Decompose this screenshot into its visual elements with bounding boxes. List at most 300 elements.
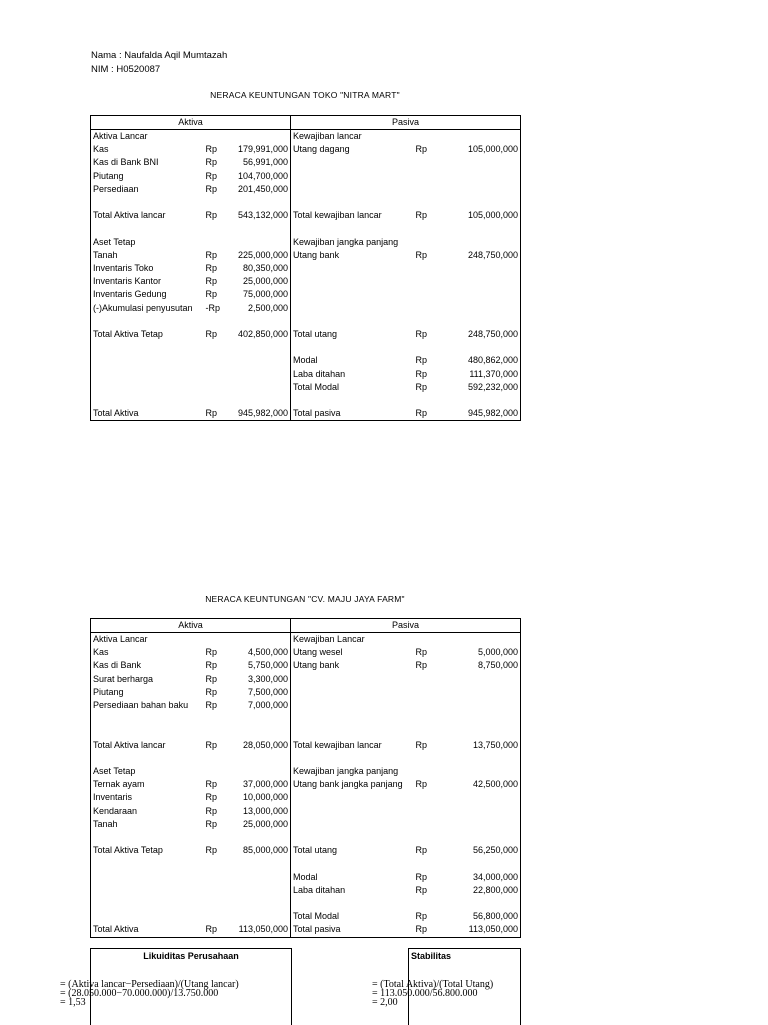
pasiva-amount: 56,250,000	[446, 844, 521, 857]
aktiva-row-label	[91, 368, 196, 381]
pasiva-header: Pasiva	[291, 116, 521, 130]
table-row	[91, 633, 521, 647]
table-row	[91, 791, 521, 804]
aktiva-currency: Rp	[205, 673, 218, 684]
pasiva-amount	[446, 288, 521, 301]
aktiva-amount	[226, 222, 291, 235]
aktiva-amount	[226, 831, 291, 844]
table-row	[91, 249, 521, 262]
pasiva-currency	[406, 673, 446, 686]
aktiva-currency	[196, 341, 226, 354]
aktiva-currency: Rp	[205, 249, 218, 260]
student-name: Nama : Naufalda Aqil Mumtazah	[91, 50, 228, 61]
aktiva-amount: 25,000,000	[226, 818, 291, 831]
student-nim: NIM : H0520087	[91, 64, 161, 75]
pasiva-row-label: Utang dagang	[291, 143, 406, 156]
table-row	[91, 739, 521, 752]
table-row	[91, 659, 521, 672]
pasiva-currency	[406, 302, 446, 315]
aktiva-amount	[226, 341, 291, 354]
pasiva-currency: Rp	[415, 381, 428, 392]
aktiva-amount	[226, 633, 291, 647]
pasiva-amount: 113,050,000	[446, 923, 521, 937]
aktiva-amount	[226, 315, 291, 328]
aktiva-amount: 10,000,000	[226, 791, 291, 804]
pasiva-amount	[446, 712, 521, 725]
pasiva-amount	[446, 341, 521, 354]
pasiva-row-label	[291, 275, 406, 288]
aktiva-amount: 25,000,000	[226, 275, 291, 288]
likuiditas-title: Likuiditas Perusahaan	[143, 951, 239, 961]
aktiva-row-label: Total Aktiva lancar	[91, 209, 196, 222]
aktiva-amount	[226, 236, 291, 249]
pasiva-currency	[406, 712, 446, 725]
aktiva-row-label: Inventaris	[91, 791, 196, 804]
table-row	[91, 673, 521, 686]
pasiva-currency	[406, 183, 446, 196]
aktiva-amount	[226, 368, 291, 381]
aktiva-amount	[226, 196, 291, 209]
likuiditas-substitution: = (28.050.000−70.000.000)/13.750.000	[60, 988, 219, 999]
pasiva-row-label: Kewajiban jangka panjang	[291, 236, 406, 249]
pasiva-currency	[406, 633, 446, 647]
aktiva-amount: 2,500,000	[226, 302, 291, 315]
pasiva-currency: Rp	[415, 329, 428, 339]
aktiva-row-label: Persediaan bahan baku	[91, 699, 196, 712]
table-row	[91, 368, 521, 381]
pasiva-row-label	[291, 897, 406, 910]
table-row	[91, 910, 521, 923]
pasiva-currency: Rp	[415, 911, 428, 922]
aktiva-amount: 4,500,000	[226, 646, 291, 659]
aktiva-amount: 3,300,000	[226, 673, 291, 686]
pasiva-row-label	[291, 831, 406, 844]
aktiva-currency: Rp	[205, 779, 218, 790]
table-row	[91, 725, 521, 738]
pasiva-amount: 111,370,000	[446, 368, 521, 381]
pasiva-row-label	[291, 673, 406, 686]
pasiva-row-label: Total Modal	[291, 910, 406, 923]
aktiva-row-label: Piutang	[91, 170, 196, 183]
aktiva-row-label: Persediaan	[91, 183, 196, 196]
table-row	[91, 857, 521, 870]
pasiva-amount	[446, 818, 521, 831]
aktiva-amount	[226, 130, 291, 144]
pasiva-currency	[406, 818, 446, 831]
table-row	[91, 686, 521, 699]
aktiva-amount	[226, 712, 291, 725]
aktiva-currency: Rp	[205, 329, 218, 339]
table-row	[91, 884, 521, 897]
pasiva-amount	[446, 170, 521, 183]
aktiva-amount: 28,050,000	[226, 739, 291, 752]
pasiva-amount	[446, 699, 521, 712]
pasiva-amount: 105,000,000	[446, 143, 521, 156]
aktiva-amount: 7,500,000	[226, 686, 291, 699]
table-row	[91, 130, 521, 144]
aktiva-currency: Rp	[205, 792, 218, 803]
pasiva-currency: Rp	[415, 368, 428, 379]
aktiva-row-label: Aktiva Lancar	[91, 633, 196, 647]
pasiva-amount: 248,750,000	[446, 249, 521, 262]
aktiva-amount	[226, 871, 291, 884]
aktiva-row-label	[91, 222, 196, 235]
aktiva-row-label: Tanah	[91, 249, 196, 262]
aktiva-row-label	[91, 196, 196, 209]
pasiva-row-label	[291, 183, 406, 196]
pasiva-amount: 34,000,000	[446, 871, 521, 884]
pasiva-currency	[406, 791, 446, 804]
aktiva-currency	[196, 752, 226, 765]
pasiva-row-label	[291, 196, 406, 209]
pasiva-amount: 22,800,000	[446, 884, 521, 897]
balance-sheet-nitra-mart	[90, 115, 521, 421]
aktiva-currency: Rp	[205, 686, 218, 697]
aktiva-amount: 104,700,000	[226, 170, 291, 183]
pasiva-amount	[446, 805, 521, 818]
pasiva-amount	[446, 673, 521, 686]
table-row	[91, 752, 521, 765]
aktiva-amount: 7,000,000	[226, 699, 291, 712]
table-row	[91, 923, 521, 937]
aktiva-currency: Rp	[196, 407, 226, 421]
aktiva-currency: Rp	[205, 157, 218, 168]
pasiva-amount	[446, 302, 521, 315]
table-row	[91, 262, 521, 275]
pasiva-currency	[406, 288, 446, 301]
aktiva-currency	[196, 884, 226, 897]
pasiva-amount	[446, 791, 521, 804]
table-row	[91, 699, 521, 712]
aktiva-currency: Rp	[205, 263, 218, 273]
aktiva-currency	[196, 857, 226, 870]
aktiva-amount	[226, 381, 291, 394]
aktiva-amount: 56,991,000	[226, 156, 291, 169]
table-row	[91, 196, 521, 209]
aktiva-row-label	[91, 315, 196, 328]
pasiva-row-label	[291, 752, 406, 765]
pasiva-row-label: Laba ditahan	[291, 368, 406, 381]
pasiva-amount: 42,500,000	[446, 778, 521, 791]
table-row	[91, 712, 521, 725]
aktiva-currency	[196, 765, 226, 778]
aktiva-currency: Rp	[196, 923, 226, 937]
aktiva-amount: 543,132,000	[226, 209, 291, 222]
aktiva-row-label: Total Aktiva	[91, 407, 196, 421]
aktiva-amount: 945,982,000	[226, 407, 291, 421]
pasiva-currency	[406, 315, 446, 328]
pasiva-currency	[406, 170, 446, 183]
table-row	[91, 818, 521, 831]
pasiva-row-label	[291, 699, 406, 712]
aktiva-row-label: Kas	[91, 646, 196, 659]
aktiva-row-label: Kas	[91, 143, 196, 156]
aktiva-amount	[226, 910, 291, 923]
pasiva-amount: 8,750,000	[446, 659, 521, 672]
aktiva-row-label: Total Aktiva	[91, 923, 196, 937]
pasiva-row-label: Utang bank	[291, 659, 406, 672]
aktiva-currency: Rp	[205, 647, 218, 658]
table-row	[91, 236, 521, 249]
aktiva-row-label: Aktiva Lancar	[91, 130, 196, 144]
pasiva-currency: Rp	[415, 355, 428, 366]
sheet2-title: NERACA KEUNTUNGAN "CV. MAJU JAYA FARM"	[205, 594, 405, 604]
pasiva-currency	[406, 394, 446, 407]
aktiva-row-label	[91, 831, 196, 844]
pasiva-currency	[406, 236, 446, 249]
aktiva-currency	[196, 831, 226, 844]
pasiva-currency	[406, 686, 446, 699]
pasiva-currency: Rp	[415, 144, 428, 155]
pasiva-currency: Rp	[415, 884, 428, 895]
pasiva-amount: 105,000,000	[446, 209, 521, 222]
pasiva-currency	[406, 156, 446, 169]
pasiva-currency	[406, 222, 446, 235]
aktiva-row-label	[91, 725, 196, 738]
pasiva-row-label	[291, 341, 406, 354]
aktiva-row-label: Inventaris Toko	[91, 262, 196, 275]
pasiva-amount	[446, 633, 521, 647]
table-row	[91, 646, 521, 659]
aktiva-row-label: Tanah	[91, 818, 196, 831]
pasiva-row-label	[291, 170, 406, 183]
pasiva-amount	[446, 752, 521, 765]
aktiva-amount: 225,000,000	[226, 249, 291, 262]
stabilitas-formula: = (Total Aktiva)/(Total Utang)	[372, 979, 494, 990]
aktiva-row-label	[91, 712, 196, 725]
table-row	[91, 275, 521, 288]
pasiva-currency: Rp	[415, 249, 428, 260]
aktiva-row-label: Aset Tetap	[91, 765, 196, 778]
table-row	[91, 871, 521, 884]
aktiva-currency	[196, 871, 226, 884]
aktiva-row-label	[91, 381, 196, 394]
pasiva-currency	[406, 752, 446, 765]
pasiva-row-label: Total kewajiban lancar	[291, 739, 406, 752]
pasiva-amount	[446, 236, 521, 249]
pasiva-amount	[446, 897, 521, 910]
pasiva-amount: 592,232,000	[446, 381, 521, 394]
table-row	[91, 844, 521, 857]
aktiva-currency: Rp	[205, 700, 218, 711]
pasiva-row-label: Utang bank jangka panjang	[291, 778, 406, 791]
aktiva-amount	[226, 765, 291, 778]
pasiva-amount	[446, 831, 521, 844]
aktiva-row-label: Total Aktiva lancar	[91, 739, 196, 752]
aktiva-row-label	[91, 394, 196, 407]
aktiva-currency	[196, 897, 226, 910]
aktiva-currency	[196, 910, 226, 923]
aktiva-row-label: Kas di Bank BNI	[91, 156, 196, 169]
pasiva-amount: 480,862,000	[446, 354, 521, 367]
pasiva-currency	[406, 130, 446, 144]
pasiva-amount	[446, 262, 521, 275]
table-row	[91, 170, 521, 183]
pasiva-amount	[446, 315, 521, 328]
pasiva-row-label: Kewajiban Lancar	[291, 633, 406, 647]
aktiva-row-label: Kas di Bank	[91, 659, 196, 672]
table-row	[91, 209, 521, 222]
aktiva-currency: Rp	[205, 818, 218, 829]
pasiva-row-label	[291, 725, 406, 738]
aktiva-currency	[196, 633, 226, 647]
aktiva-currency: Rp	[205, 845, 218, 856]
pasiva-currency: Rp	[415, 871, 428, 882]
table-row	[91, 302, 521, 315]
aktiva-amount	[226, 394, 291, 407]
aktiva-amount: 5,750,000	[226, 659, 291, 672]
pasiva-currency	[406, 857, 446, 870]
pasiva-currency	[406, 262, 446, 275]
pasiva-amount	[446, 196, 521, 209]
pasiva-currency: Rp	[415, 779, 428, 790]
pasiva-row-label	[291, 394, 406, 407]
aktiva-currency: Rp	[205, 739, 218, 750]
aktiva-currency: Rp	[205, 144, 218, 155]
aktiva-amount	[226, 354, 291, 367]
pasiva-row-label: Total pasiva	[291, 407, 406, 421]
aktiva-row-label	[91, 341, 196, 354]
aktiva-currency	[196, 381, 226, 394]
aktiva-amount: 75,000,000	[226, 288, 291, 301]
pasiva-row-label	[291, 805, 406, 818]
aktiva-header: Aktiva	[91, 619, 291, 633]
pasiva-currency	[406, 831, 446, 844]
aktiva-currency: -Rp	[205, 302, 221, 313]
pasiva-currency: Rp	[415, 660, 428, 671]
pasiva-currency: Rp	[415, 739, 428, 750]
table-row	[91, 897, 521, 910]
pasiva-row-label: Total pasiva	[291, 923, 406, 937]
aktiva-row-label: Surat berharga	[91, 673, 196, 686]
table-row	[91, 328, 521, 341]
pasiva-row-label	[291, 302, 406, 315]
table-row	[91, 156, 521, 169]
aktiva-row-label: Aset Tetap	[91, 236, 196, 249]
aktiva-amount	[226, 752, 291, 765]
aktiva-amount: 85,000,000	[226, 844, 291, 857]
pasiva-row-label	[291, 262, 406, 275]
likuiditas-formula: = (Aktiva lancar−Persediaan)/(Utang lancar)	[60, 979, 239, 990]
pasiva-amount: 248,750,000	[446, 328, 521, 341]
table-row	[91, 394, 521, 407]
pasiva-amount: 56,800,000	[446, 910, 521, 923]
aktiva-row-label	[91, 871, 196, 884]
pasiva-row-label: Total Modal	[291, 381, 406, 394]
pasiva-currency	[406, 699, 446, 712]
aktiva-currency: Rp	[205, 183, 218, 194]
aktiva-amount: 13,000,000	[226, 805, 291, 818]
aktiva-row-label: Inventaris Gedung	[91, 288, 196, 301]
pasiva-currency	[406, 897, 446, 910]
aktiva-row-label	[91, 910, 196, 923]
aktiva-amount	[226, 897, 291, 910]
aktiva-currency: Rp	[205, 805, 218, 816]
pasiva-currency	[406, 725, 446, 738]
aktiva-currency	[196, 725, 226, 738]
aktiva-currency: Rp	[205, 289, 218, 300]
pasiva-currency: Rp	[406, 923, 446, 937]
pasiva-amount	[446, 130, 521, 144]
pasiva-row-label: Total utang	[291, 328, 406, 341]
table-row	[91, 778, 521, 791]
stabilitas-title: Stabilitas	[411, 951, 452, 961]
pasiva-amount	[446, 857, 521, 870]
aktiva-amount: 402,850,000	[226, 328, 291, 341]
pasiva-amount	[446, 222, 521, 235]
aktiva-row-label: Inventaris Kantor	[91, 275, 196, 288]
aktiva-amount: 80,350,000	[226, 262, 291, 275]
aktiva-amount: 113,050,000	[226, 923, 291, 937]
pasiva-row-label: Modal	[291, 871, 406, 884]
pasiva-row-label	[291, 857, 406, 870]
aktiva-currency	[196, 236, 226, 249]
aktiva-currency	[196, 130, 226, 144]
balance-sheet-maju-jaya-farm	[90, 618, 521, 938]
table-row	[91, 831, 521, 844]
aktiva-row-label	[91, 884, 196, 897]
table-row	[91, 143, 521, 156]
likuiditas-result: = 1,53	[60, 997, 86, 1008]
aktiva-row-label	[91, 857, 196, 870]
pasiva-row-label	[291, 315, 406, 328]
pasiva-row-label	[291, 156, 406, 169]
aktiva-row-label: Kendaraan	[91, 805, 196, 818]
aktiva-amount	[226, 725, 291, 738]
aktiva-amount: 37,000,000	[226, 778, 291, 791]
pasiva-header: Pasiva	[291, 619, 521, 633]
aktiva-currency	[196, 712, 226, 725]
pasiva-currency	[406, 275, 446, 288]
table-row	[91, 765, 521, 778]
pasiva-currency	[406, 196, 446, 209]
pasiva-currency: Rp	[415, 845, 428, 856]
aktiva-row-label: (-)Akumulasi penyusutan	[91, 302, 196, 315]
aktiva-row-label	[91, 752, 196, 765]
pasiva-amount: 945,982,000	[446, 407, 521, 421]
sheet1-title: NERACA KEUNTUNGAN TOKO "NITRA MART"	[210, 90, 400, 100]
pasiva-row-label: Total kewajiban lancar	[291, 209, 406, 222]
aktiva-currency	[196, 394, 226, 407]
pasiva-row-label	[291, 222, 406, 235]
table-row	[91, 315, 521, 328]
pasiva-currency: Rp	[415, 210, 428, 221]
pasiva-row-label: Utang wesel	[291, 646, 406, 659]
aktiva-currency	[196, 196, 226, 209]
aktiva-row-label: Total Aktiva Tetap	[91, 328, 196, 341]
pasiva-row-label	[291, 818, 406, 831]
aktiva-row-label: Total Aktiva Tetap	[91, 844, 196, 857]
table-row	[91, 381, 521, 394]
table-row	[91, 183, 521, 196]
aktiva-currency: Rp	[205, 210, 218, 221]
table-row	[91, 407, 521, 421]
stabilitas-substitution: = 113.050.000/56.800.000	[372, 988, 478, 999]
aktiva-header: Aktiva	[91, 116, 291, 130]
aktiva-amount	[226, 884, 291, 897]
pasiva-row-label	[291, 712, 406, 725]
pasiva-currency: Rp	[406, 407, 446, 421]
pasiva-amount	[446, 275, 521, 288]
pasiva-amount: 5,000,000	[446, 646, 521, 659]
pasiva-currency: Rp	[415, 647, 428, 658]
pasiva-row-label: Total utang	[291, 844, 406, 857]
pasiva-row-label	[291, 686, 406, 699]
stabilitas-result: = 2,00	[372, 997, 398, 1008]
aktiva-currency: Rp	[205, 170, 218, 181]
pasiva-row-label: Kewajiban jangka panjang	[291, 765, 406, 778]
aktiva-amount: 179,991,000	[226, 143, 291, 156]
